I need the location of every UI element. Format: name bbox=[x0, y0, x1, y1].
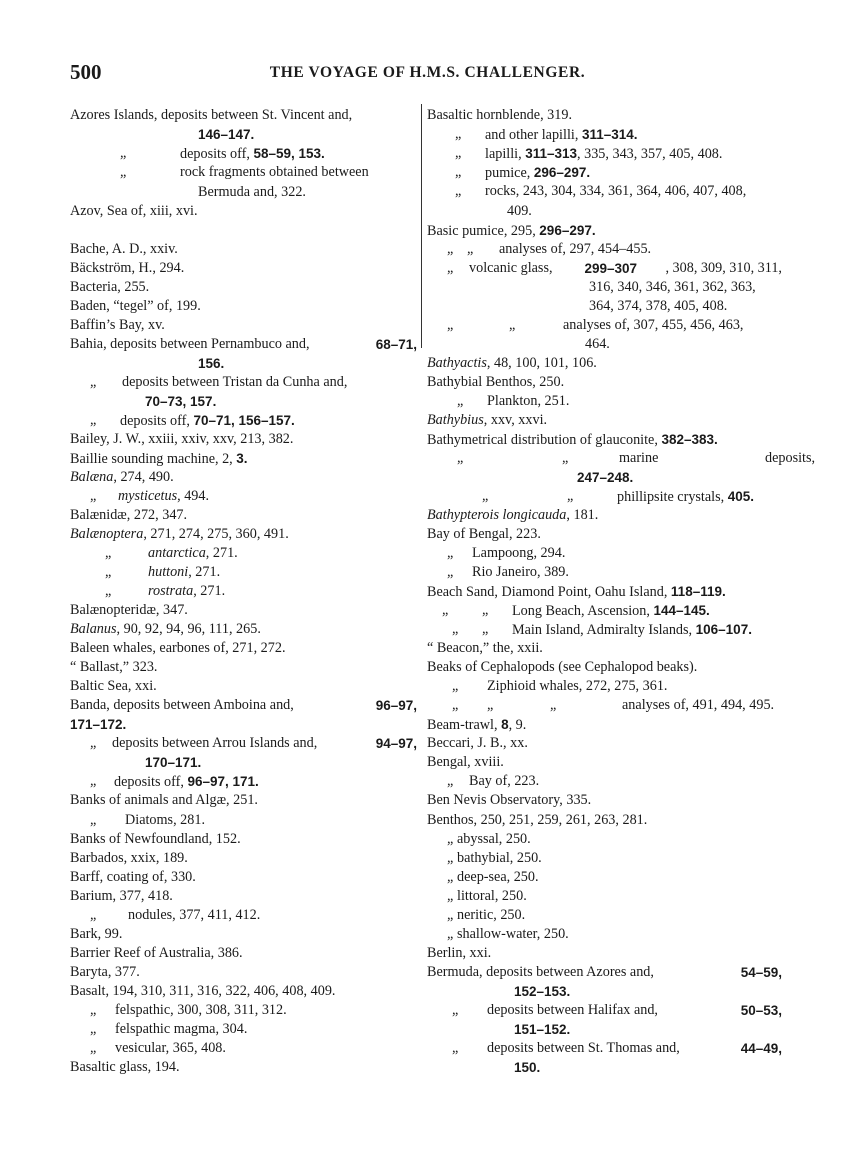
entry-text: Barrier Reef of Australia, 386. bbox=[70, 945, 243, 961]
entry-text: 70–71, 156–157. bbox=[193, 413, 295, 428]
entry-text: Baleen whales, earbones of, 271, 272. bbox=[70, 640, 286, 656]
entry-text: mysticetus bbox=[118, 488, 178, 504]
index-entry bbox=[427, 335, 782, 354]
entry-text: , 271. bbox=[188, 564, 221, 580]
entry-text: Barium, 377, 418. bbox=[70, 888, 173, 904]
index-entry bbox=[427, 734, 782, 753]
entry-text: littoral, 250. bbox=[457, 888, 527, 904]
index-entry bbox=[427, 639, 782, 658]
entry-text: „ bbox=[482, 488, 489, 504]
entry-text: 50–53, bbox=[740, 1003, 782, 1018]
entry-text: Bay of Bengal, 223. bbox=[427, 526, 541, 542]
entry-text: , 335, 343, 357, 405, 408. bbox=[577, 146, 723, 162]
entry-text: Bermuda, deposits between Azores and, bbox=[427, 964, 658, 980]
entry-text: Bengal, xviii. bbox=[427, 754, 504, 770]
index-entry bbox=[427, 259, 782, 278]
entry-text: 58–59, 153. bbox=[253, 146, 325, 161]
entry-text: analyses of, 297, 454–455. bbox=[499, 241, 652, 257]
index-entry bbox=[70, 1001, 417, 1020]
index-entry bbox=[70, 696, 417, 715]
entry-text: „ bbox=[447, 241, 454, 257]
entry-text: „ bbox=[90, 735, 97, 751]
entry-text: Rio Janeiro, 389. bbox=[472, 564, 569, 580]
entry-text: deposits off, bbox=[180, 146, 254, 162]
entry-text: „ bbox=[442, 602, 449, 618]
index-entry bbox=[70, 620, 417, 639]
entry-text: Benthos, 250, 251, 259, 261, 263, 281. bbox=[427, 812, 648, 828]
entry-text: and other lapilli, bbox=[485, 127, 582, 143]
index-entry bbox=[427, 240, 782, 259]
index-entry bbox=[427, 601, 782, 620]
entry-text: 171–172. bbox=[70, 717, 127, 732]
index-entry bbox=[427, 525, 782, 544]
index-entry bbox=[427, 887, 782, 906]
entry-text: Bathypterois longicauda bbox=[427, 507, 567, 523]
entry-text: „ bbox=[447, 545, 454, 561]
index-entry bbox=[70, 144, 417, 163]
entry-text: , 90, 92, 94, 96, 111, 265. bbox=[116, 621, 261, 637]
entry-text: „ bbox=[90, 1021, 97, 1037]
entry-text: 156. bbox=[198, 356, 225, 371]
entry-text: pumice, bbox=[485, 165, 534, 181]
index-entry bbox=[427, 144, 782, 163]
index-entry bbox=[427, 906, 782, 925]
entry-text: , 494. bbox=[177, 488, 210, 504]
index-entry bbox=[427, 506, 782, 525]
entry-text: „ bbox=[482, 621, 489, 637]
entry-text: Balænidæ, 272, 347. bbox=[70, 507, 188, 523]
entry-text: 405. bbox=[727, 489, 755, 504]
entry-text: Banda, deposits between Amboina and, bbox=[70, 697, 298, 713]
entry-text: „ bbox=[90, 412, 97, 428]
entry-text: „ bbox=[455, 164, 462, 180]
entry-text: Balanus bbox=[70, 621, 117, 637]
entry-text: 316, 340, 346, 361, 362, 363, bbox=[589, 279, 756, 295]
entry-text: shallow-water, 250. bbox=[457, 926, 569, 942]
entry-text: „ bbox=[105, 583, 112, 599]
entry-text: deposits off, bbox=[114, 774, 188, 790]
entry-text: Lampoong, 294. bbox=[472, 545, 566, 561]
entry-text: Beccari, J. B., xx. bbox=[427, 735, 528, 751]
index-entry bbox=[70, 449, 417, 468]
index-entry bbox=[70, 392, 417, 411]
entry-text: 409. bbox=[507, 203, 532, 219]
entry-text: Plankton, 251. bbox=[487, 393, 570, 409]
index-entry bbox=[427, 221, 782, 240]
entry-text: Baffin’s Bay, xv. bbox=[70, 317, 165, 333]
index-entry bbox=[427, 411, 782, 430]
entry-text: 8 bbox=[501, 717, 509, 732]
index-entry bbox=[427, 563, 782, 582]
index-entry bbox=[427, 544, 782, 563]
index-entry bbox=[70, 753, 417, 772]
entry-text: , 274, 490. bbox=[113, 469, 174, 485]
entry-text: „ bbox=[447, 907, 454, 923]
entry-text: deposits between Halifax and, bbox=[487, 1002, 662, 1018]
index-entry bbox=[70, 772, 417, 791]
running-title: THE VOYAGE OF H.M.S. CHALLENGER. bbox=[269, 64, 586, 81]
index-entry bbox=[70, 601, 417, 620]
index-entry bbox=[427, 715, 782, 734]
entry-text: vesicular, 365, 408. bbox=[115, 1040, 226, 1056]
entry-text: Baryta, 377. bbox=[70, 964, 140, 980]
entry-text: Balæna bbox=[70, 469, 114, 485]
entry-text: „ bbox=[452, 621, 459, 637]
entry-text: „ bbox=[467, 241, 474, 257]
index-entry bbox=[427, 944, 782, 963]
entry-text: Basic pumice, 295, bbox=[427, 223, 540, 239]
index-entry bbox=[427, 753, 782, 772]
entry-text: 247–248. bbox=[577, 470, 634, 485]
entry-text: Long Beach, Ascension, bbox=[512, 603, 654, 619]
entry-text: 54–59, bbox=[740, 965, 782, 980]
entry-text: Balænoptera bbox=[70, 526, 144, 542]
index-entry bbox=[427, 125, 782, 144]
entry-text: lapilli, bbox=[485, 146, 526, 162]
index-entry bbox=[70, 811, 417, 830]
entry-text: Beam-trawl, bbox=[427, 717, 502, 733]
entry-text: Ben Nevis Observatory, 335. bbox=[427, 792, 592, 808]
entry-text: analyses of, 307, 455, 456, 463, bbox=[563, 317, 744, 333]
index-entry bbox=[70, 1020, 417, 1039]
entry-text: abyssal, 250. bbox=[457, 831, 531, 847]
index-entry bbox=[427, 182, 782, 201]
index-entry bbox=[70, 259, 417, 278]
index-entry bbox=[70, 430, 417, 449]
index-entry bbox=[427, 202, 782, 221]
entry-text: Beaks of Cephalopods (see Cephalopod beaks). bbox=[427, 659, 698, 675]
index-entry bbox=[70, 487, 417, 506]
index-entry bbox=[427, 1039, 782, 1058]
entry-text: Bark, 99. bbox=[70, 926, 123, 942]
entry-text: deposits, bbox=[765, 450, 816, 466]
entry-text: , 271. bbox=[193, 583, 226, 599]
index-entry bbox=[427, 772, 782, 791]
entry-text: 118–119. bbox=[670, 584, 726, 599]
entry-text: , 308, 309, 310, 311, bbox=[665, 260, 782, 276]
index-entry bbox=[70, 715, 417, 734]
entry-text: 106–107. bbox=[695, 622, 752, 637]
index-entry bbox=[70, 963, 417, 982]
entry-text: 151–152. bbox=[514, 1022, 571, 1037]
index-entry bbox=[70, 163, 417, 182]
index-entry bbox=[70, 982, 417, 1001]
entry-text: deposits between Tristan da Cunha and, bbox=[122, 374, 348, 390]
entry-text: Azores Islands, deposits between St. Vincent and, bbox=[70, 107, 353, 123]
entry-text: felspathic, 300, 308, 311, 312. bbox=[115, 1002, 287, 1018]
entry-text: volcanic glass, bbox=[469, 260, 557, 276]
entry-text: Bay of, 223. bbox=[469, 773, 540, 789]
entry-text: „ bbox=[90, 1002, 97, 1018]
entry-text: Bache, A. D., xxiv. bbox=[70, 241, 178, 257]
entry-text: „ bbox=[105, 545, 112, 561]
entry-text: Bathyactis bbox=[427, 355, 487, 371]
index-entry bbox=[70, 202, 417, 221]
index-entry bbox=[427, 487, 782, 506]
entry-text: Bathybial Benthos, 250. bbox=[427, 374, 565, 390]
entry-text: 152–153. bbox=[514, 984, 571, 999]
entry-text: Basaltic hornblende, 319. bbox=[427, 107, 572, 123]
entry-text: „ bbox=[447, 260, 454, 276]
entry-text: 3. bbox=[236, 451, 248, 466]
entry-text: deposits between St. Thomas and, bbox=[487, 1040, 684, 1056]
index-entry bbox=[70, 925, 417, 944]
entry-text: „ bbox=[90, 773, 97, 789]
entry-text: deposits between Arrou Islands and, bbox=[112, 735, 321, 751]
entry-text: „ bbox=[487, 697, 494, 713]
entry-text: deep-sea, 250. bbox=[457, 869, 539, 885]
entry-text: , xxv, xxvi. bbox=[483, 412, 548, 428]
entry-text: „ bbox=[90, 488, 97, 504]
entry-text: Berlin, xxi. bbox=[427, 945, 492, 961]
entry-text: rock fragments obtained between bbox=[180, 164, 369, 180]
entry-text: 150. bbox=[514, 1060, 541, 1075]
entry-text: „ bbox=[447, 831, 454, 847]
index-entry bbox=[70, 106, 417, 125]
index-entry bbox=[70, 544, 417, 563]
entry-text: „ bbox=[452, 1040, 459, 1056]
index-entry bbox=[70, 639, 417, 658]
index-entry bbox=[427, 849, 782, 868]
entry-text: „ bbox=[90, 812, 97, 828]
entry-text: Bathymetrical distribution of glauconite, bbox=[427, 432, 662, 448]
entry-text: 96–97, 171. bbox=[187, 774, 259, 789]
entry-text: „ bbox=[447, 926, 454, 942]
entry-text: , 271, 274, 275, 360, 491. bbox=[143, 526, 289, 542]
index-entry bbox=[427, 830, 782, 849]
entry-text: marine bbox=[619, 450, 659, 466]
entry-text: Basalt, 194, 310, 311, 316, 322, 406, 408, 409. bbox=[70, 983, 336, 999]
entry-text: „ bbox=[90, 374, 97, 390]
index-entry bbox=[427, 354, 782, 373]
index-entry bbox=[427, 316, 782, 335]
entry-text: analyses of, 491, 494, 495. bbox=[622, 697, 775, 713]
entry-text: “ Beacon,” the, xxii. bbox=[427, 640, 543, 656]
entry-text: rocks, 243, 304, 334, 361, 364, 406, 407, 408, bbox=[485, 183, 747, 199]
entry-text: Baltic Sea, xxi. bbox=[70, 678, 157, 694]
entry-text: „ bbox=[105, 564, 112, 580]
index-entry bbox=[70, 791, 417, 810]
index-entry bbox=[427, 468, 782, 487]
entry-text: 68–71, bbox=[375, 337, 417, 352]
index-entry bbox=[70, 316, 417, 335]
entry-text: 364, 374, 378, 405, 408. bbox=[589, 298, 728, 314]
entry-text: antarctica bbox=[148, 545, 206, 561]
entry-text: 170–171. bbox=[145, 755, 202, 770]
page-header bbox=[70, 60, 785, 86]
entry-text: Baillie sounding machine, 2, bbox=[70, 451, 237, 467]
entry-text: 296–297. bbox=[533, 165, 591, 180]
index-entry bbox=[70, 240, 417, 259]
entry-text: „ bbox=[90, 1040, 97, 1056]
index-entry bbox=[70, 335, 417, 354]
index-entry bbox=[70, 411, 417, 430]
entry-text: „ bbox=[455, 126, 462, 142]
index-entry bbox=[70, 125, 417, 144]
entry-text: „ bbox=[482, 602, 489, 618]
entry-text: 311–314. bbox=[581, 127, 638, 142]
entry-text: Bäckström, H., 294. bbox=[70, 260, 185, 276]
entry-text: 96–97, bbox=[375, 698, 417, 713]
entry-text: „ bbox=[452, 1002, 459, 1018]
index-entry bbox=[427, 677, 782, 696]
entry-text: Ziphioid whales, 272, 275, 361. bbox=[487, 678, 668, 694]
index-entry bbox=[70, 354, 417, 373]
index-entry bbox=[70, 278, 417, 297]
index-entry bbox=[70, 468, 417, 487]
entry-text: deposits off, bbox=[120, 413, 194, 429]
index-entry bbox=[427, 449, 816, 468]
entry-text: , 9. bbox=[508, 717, 527, 733]
entry-text: 382–383. bbox=[661, 432, 718, 447]
entry-text: „ bbox=[447, 773, 454, 789]
entry-text: Balænopteridæ, 347. bbox=[70, 602, 188, 618]
index-entry bbox=[427, 620, 782, 639]
entry-text: Bacteria, 255. bbox=[70, 279, 150, 295]
page-number: 500 bbox=[70, 60, 102, 84]
entry-text: „ bbox=[120, 145, 127, 161]
entry-text: bathybial, 250. bbox=[457, 850, 542, 866]
index-entry bbox=[70, 183, 417, 202]
entry-text: neritic, 250. bbox=[457, 907, 526, 923]
entry-text: , 271. bbox=[205, 545, 238, 561]
entry-text: „ bbox=[455, 145, 462, 161]
entry-text: Banks of Newfoundland, 152. bbox=[70, 831, 241, 847]
entry-text: 464. bbox=[585, 336, 610, 352]
entry-text: Azov, Sea of, xiii, xvi. bbox=[70, 203, 198, 219]
entry-text: Barff, coating of, 330. bbox=[70, 869, 196, 885]
entry-text: „ bbox=[447, 869, 454, 885]
entry-text: Banks of animals and Algæ, 251. bbox=[70, 792, 258, 808]
index-entry bbox=[427, 963, 782, 982]
entry-text: Bathybius bbox=[427, 412, 484, 428]
index-entry bbox=[427, 582, 782, 601]
entry-text: rostrata bbox=[148, 583, 194, 599]
entry-text: 296–297. bbox=[539, 223, 596, 238]
entry-text: “ Ballast,” 323. bbox=[70, 659, 158, 675]
index-entry bbox=[427, 106, 782, 125]
index-entry bbox=[427, 1001, 782, 1020]
index-entry bbox=[427, 696, 782, 715]
index-entry bbox=[427, 392, 782, 411]
entry-text: 146–147. bbox=[198, 127, 255, 142]
entry-text: felspathic magma, 304. bbox=[115, 1021, 248, 1037]
entry-text: „ bbox=[567, 488, 574, 504]
entry-text: phillipsite crystals, bbox=[617, 489, 728, 505]
entry-text: Main Island, Admiralty Islands, bbox=[512, 622, 696, 638]
entry-text: Basaltic glass, 194. bbox=[70, 1059, 180, 1075]
entry-text: Baden, “tegel” of, 199. bbox=[70, 298, 201, 314]
index-entry bbox=[70, 525, 417, 544]
index-entry bbox=[427, 297, 782, 316]
index-entry bbox=[70, 849, 417, 868]
index-entry bbox=[427, 1058, 782, 1077]
index-entry bbox=[427, 658, 782, 677]
entry-text: 144–145. bbox=[653, 603, 710, 618]
index-entry bbox=[70, 1039, 417, 1058]
column-divider bbox=[421, 104, 422, 348]
entry-text: „ bbox=[452, 678, 459, 694]
index-entry bbox=[427, 1020, 782, 1039]
index-entry bbox=[427, 925, 782, 944]
entry-text: „ bbox=[562, 450, 569, 466]
entry-text: „ bbox=[90, 907, 97, 923]
entry-text: „ bbox=[447, 564, 454, 580]
index-entry bbox=[70, 906, 417, 925]
entry-text: 311–313 bbox=[525, 146, 578, 161]
entry-text: Bailey, J. W., xxiii, xxiv, xxv, 213, 382. bbox=[70, 431, 294, 447]
index-entry bbox=[70, 677, 417, 696]
entry-text: Barbados, xxix, 189. bbox=[70, 850, 188, 866]
index-entry bbox=[427, 163, 782, 182]
entry-text: 44–49, bbox=[740, 1041, 782, 1056]
entry-text: Beach Sand, Diamond Point, Oahu Island, bbox=[427, 584, 671, 600]
index-entry bbox=[70, 734, 417, 753]
index-entry bbox=[427, 373, 782, 392]
entry-text: , 181. bbox=[566, 507, 599, 523]
index-entry bbox=[70, 563, 417, 582]
index-entry bbox=[70, 658, 417, 677]
entry-text: „ bbox=[120, 164, 127, 180]
index-entry bbox=[70, 506, 417, 525]
entry-text: „ bbox=[509, 317, 516, 333]
entry-text: „ bbox=[447, 888, 454, 904]
index-entry bbox=[70, 830, 417, 849]
entry-text: , 48, 100, 101, 106. bbox=[486, 355, 597, 371]
entry-text: 70–73, 157. bbox=[145, 394, 217, 409]
entry-text: huttoni bbox=[148, 564, 189, 580]
index-entry bbox=[70, 582, 417, 601]
entry-text: 94–97, bbox=[375, 736, 417, 751]
index-entry bbox=[427, 811, 782, 830]
entry-text: „ bbox=[447, 850, 454, 866]
entry-text: Bermuda and, 322. bbox=[198, 184, 306, 200]
entry-text: Diatoms, 281. bbox=[125, 812, 205, 828]
index-entry bbox=[70, 1058, 417, 1077]
entry-text: „ bbox=[457, 450, 464, 466]
index-entry bbox=[70, 297, 417, 316]
entry-text: „ bbox=[452, 697, 459, 713]
entry-text: 299–307 bbox=[584, 261, 638, 276]
entry-text: „ bbox=[550, 697, 557, 713]
entry-text: „ bbox=[455, 183, 462, 199]
index-entry bbox=[427, 791, 782, 810]
index-entry bbox=[70, 887, 417, 906]
index-entry bbox=[70, 373, 417, 392]
index-entry bbox=[427, 430, 782, 449]
index-entry bbox=[427, 982, 782, 1001]
entry-text: „ bbox=[447, 317, 454, 333]
index-entry bbox=[427, 278, 782, 297]
entry-text: Bahia, deposits between Pernambuco and, bbox=[70, 336, 314, 352]
entry-text: nodules, 377, 411, 412. bbox=[128, 907, 261, 923]
index-entry bbox=[70, 868, 417, 887]
index-entry bbox=[427, 868, 782, 887]
index-entry bbox=[70, 944, 417, 963]
entry-text: „ bbox=[457, 393, 464, 409]
